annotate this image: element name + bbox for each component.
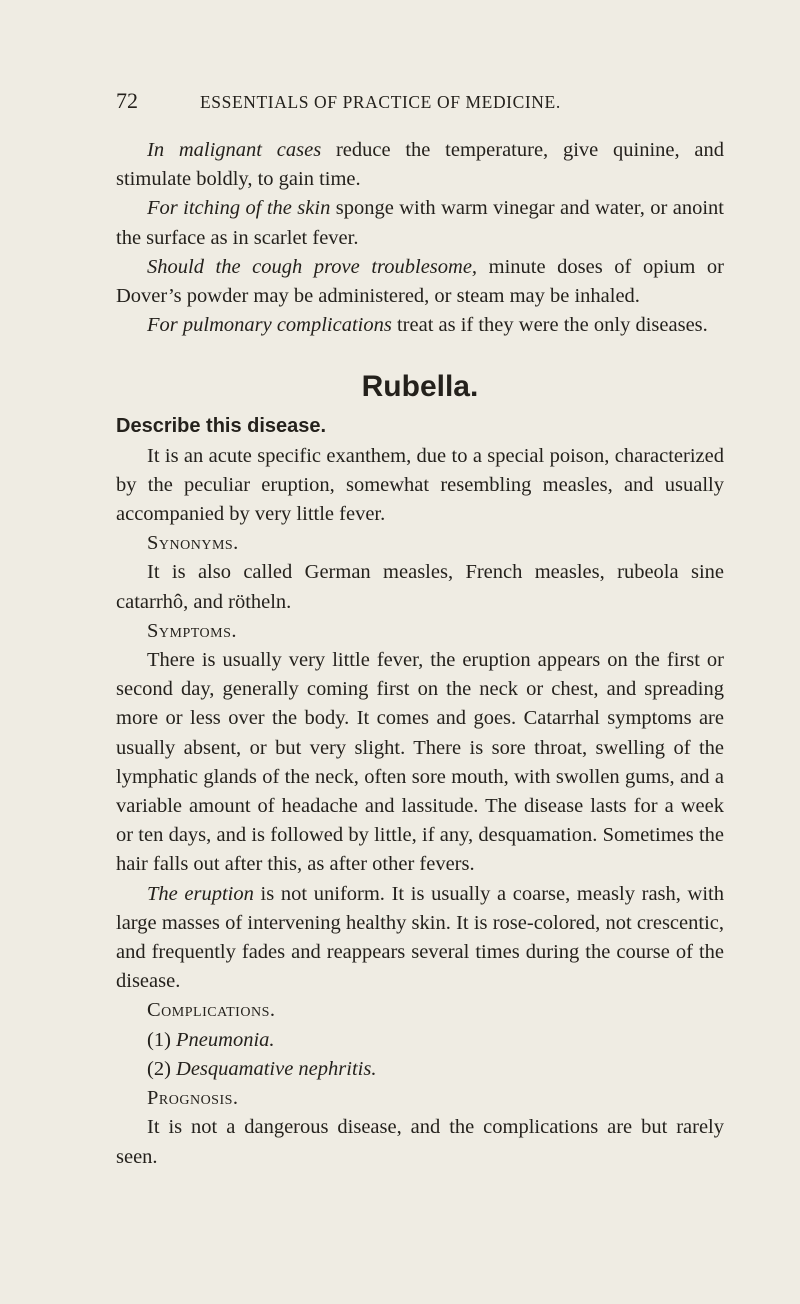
page-body xyxy=(116,136,724,1172)
complications-label: Complications. xyxy=(147,999,276,1022)
lead-phrase: For itching of the skin xyxy=(147,197,331,220)
paragraph-cough xyxy=(116,253,724,311)
section-heading: Rubella. xyxy=(361,370,479,404)
prognosis-label: Prognosis. xyxy=(147,1087,239,1110)
running-title: ESSENTIALS OF PRACTICE OF MEDICINE. xyxy=(200,92,561,112)
lead-phrase: Should the cough prove troublesome, xyxy=(147,255,478,278)
paragraph-synonyms: It is also called German measles, French measles, rubeola sine catarrhô, and rötheln. xyxy=(116,561,724,613)
paragraph-text: treat as if they were the only diseases. xyxy=(391,314,708,337)
page-number: 72 xyxy=(116,88,138,113)
running-head xyxy=(0,88,800,118)
paragraph-text: is not uniform. It is usually a coarse, measly rash, with large masses of intervening healthy skin. It is rose-colored, not crescentic, and frequently fades and reappears several times during the course of the disease. xyxy=(116,882,724,993)
synonyms-label: Synonyms. xyxy=(147,532,239,555)
complication-item xyxy=(116,1055,724,1084)
symptoms-label: Symptoms. xyxy=(147,619,238,642)
paragraph-description: It is an acute specific exanthem, due to a special poison, characterized by the peculiar eruption, somewhat resembling measles, and usually accompanied by very little fever. xyxy=(116,444,724,526)
paragraph-symptoms: There is usually very little fever, the eruption appears on the first or second day, generally coming first on the neck or chest, and spreading more or less over the body. It comes and goes. Catarrhal symptoms are usually absent, or but very slight. There is sore throat, swelling of the lymphatic glands of the neck, often sore mouth, with swollen gums, and a variable amount of headache and lassitude. The disease lasts for a week or ten days, and is followed by little, if any, desquamation. Sometimes the hair falls out after this, as after other fevers. xyxy=(116,649,724,876)
lead-phrase: In malignant cases xyxy=(147,139,322,161)
paragraph-prognosis: It is not a dangerous disease, and the complications are but rarely seen. xyxy=(116,1116,724,1168)
paragraph-itching xyxy=(116,194,724,252)
item-text: Desquamative nephritis. xyxy=(176,1057,377,1080)
paragraph-text: reduce the temperature, give quinine, and stimulate boldly, to gain time. xyxy=(116,139,724,191)
item-number: (2) xyxy=(147,1057,177,1080)
paragraph-pulmonary xyxy=(116,311,724,340)
question-heading: Describe this disease. xyxy=(116,415,327,438)
paragraph-text: sponge with warm vinegar and water, or anoint the surface as in scarlet fever. xyxy=(116,197,724,249)
complication-item xyxy=(116,1026,724,1055)
paragraph-text: minute doses of opium or Dover’s powder may be administered, or steam may be inhaled. xyxy=(116,255,724,308)
item-number: (1) xyxy=(147,1028,177,1051)
paragraph-malignant xyxy=(116,136,724,194)
item-text: Pneumonia. xyxy=(176,1028,275,1051)
paragraph-eruption xyxy=(116,880,724,997)
lead-phrase: For pulmonary complications xyxy=(147,314,392,337)
lead-phrase: The eruption xyxy=(147,882,254,905)
